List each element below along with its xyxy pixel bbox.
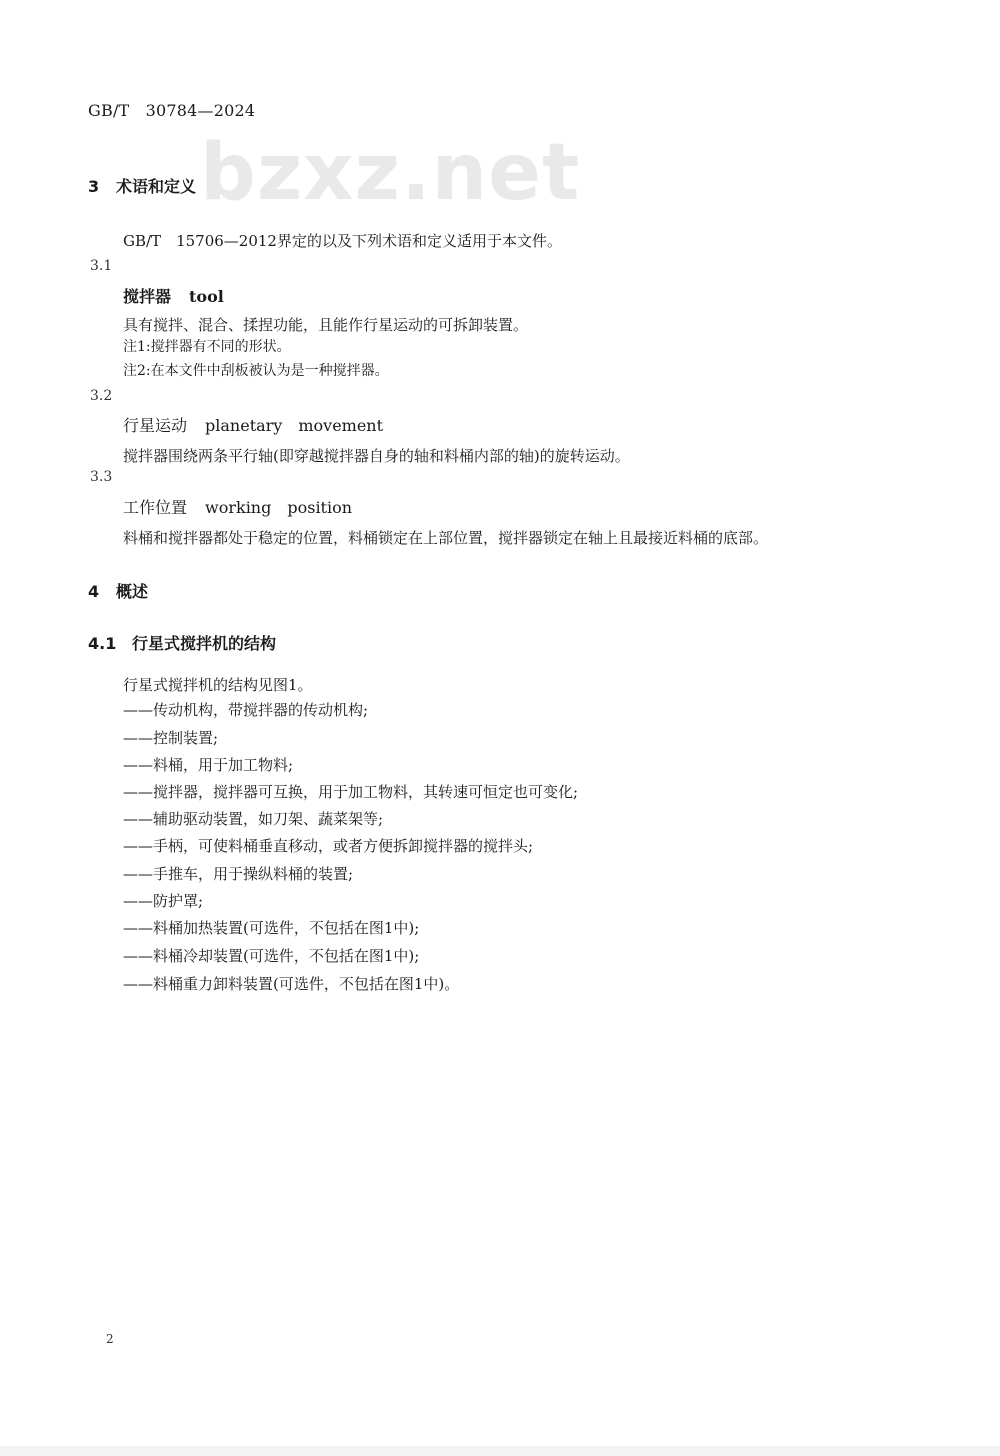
list-item: ——料桶冷却装置(可选件，不包括在图1中); [123, 947, 420, 965]
term-definition: 料桶和搅拌器都处于稳定的位置，料桶锁定在上部位置，搅拌器锁定在轴上且最接近料桶的底部。 [123, 529, 769, 547]
list-item: ——辅助驱动装置，如刀架、蔬菜架等; [123, 810, 384, 828]
term-en: tool [189, 287, 224, 306]
section-4-1-intro: 行星式搅拌机的结构见图1。 [123, 676, 313, 694]
subsection-title: 行星式搅拌机的结构 [132, 634, 277, 653]
term-en: working position [205, 498, 353, 517]
list-item: ——控制装置; [123, 729, 219, 747]
watermark: bzxz.net [200, 128, 581, 218]
term-number: 3.2 [90, 388, 113, 404]
section-4-heading [88, 579, 148, 602]
list-item: ——手推车，用于操纵料桶的装置; [123, 865, 354, 883]
term-3-1 [123, 284, 224, 307]
section-number: 4 [88, 582, 100, 601]
term-number: 3.1 [90, 258, 113, 274]
term-zh: 工作位置 [123, 498, 188, 517]
term-zh: 搅拌器 [123, 287, 172, 306]
term-note: 注2:在本文件中刮板被认为是一种搅拌器。 [123, 363, 389, 379]
section-4-1-heading [88, 631, 276, 654]
term-definition: 具有搅拌、混合、揉捏功能，且能作行星运动的可拆卸装置。 [123, 316, 529, 334]
section-3-heading [88, 174, 196, 197]
list-item: ——防护罩; [123, 892, 204, 910]
page-bottom-edge [0, 1446, 1000, 1456]
section-title: 术语和定义 [116, 177, 197, 196]
page-number: 2 [106, 1332, 114, 1346]
list-item: ——料桶重力卸料装置(可选件，不包括在图1中)。 [123, 975, 460, 993]
section-number: 3 [88, 177, 100, 196]
term-note: 注1:搅拌器有不同的形状。 [123, 339, 291, 355]
term-definition: 搅拌器围绕两条平行轴(即穿越搅拌器自身的轴和料桶内部的轴)的旋转运动。 [123, 447, 630, 465]
list-item: ——手柄，可使料桶垂直移动，或者方便拆卸搅拌器的搅拌头; [123, 837, 534, 855]
term-en: planetary movement [205, 416, 384, 435]
term-3-3 [123, 495, 352, 518]
term-zh: 行星运动 [123, 416, 188, 435]
section-title: 概述 [116, 582, 149, 601]
list-item: ——传动机构，带搅拌器的传动机构; [123, 701, 369, 719]
subsection-number: 4.1 [88, 634, 117, 653]
standard-code-header: GB/T 30784—2024 [88, 101, 256, 120]
list-item: ——搅拌器，搅拌器可互换，用于加工物料，其转速可恒定也可变化; [123, 783, 579, 801]
list-item: ——料桶加热装置(可选件，不包括在图1中); [123, 919, 420, 937]
term-3-2 [123, 413, 383, 436]
section-3-intro: GB/T 15706—2012界定的以及下列术语和定义适用于本文件。 [123, 232, 562, 250]
term-number: 3.3 [90, 469, 113, 485]
list-item: ——料桶，用于加工物料; [123, 756, 294, 774]
